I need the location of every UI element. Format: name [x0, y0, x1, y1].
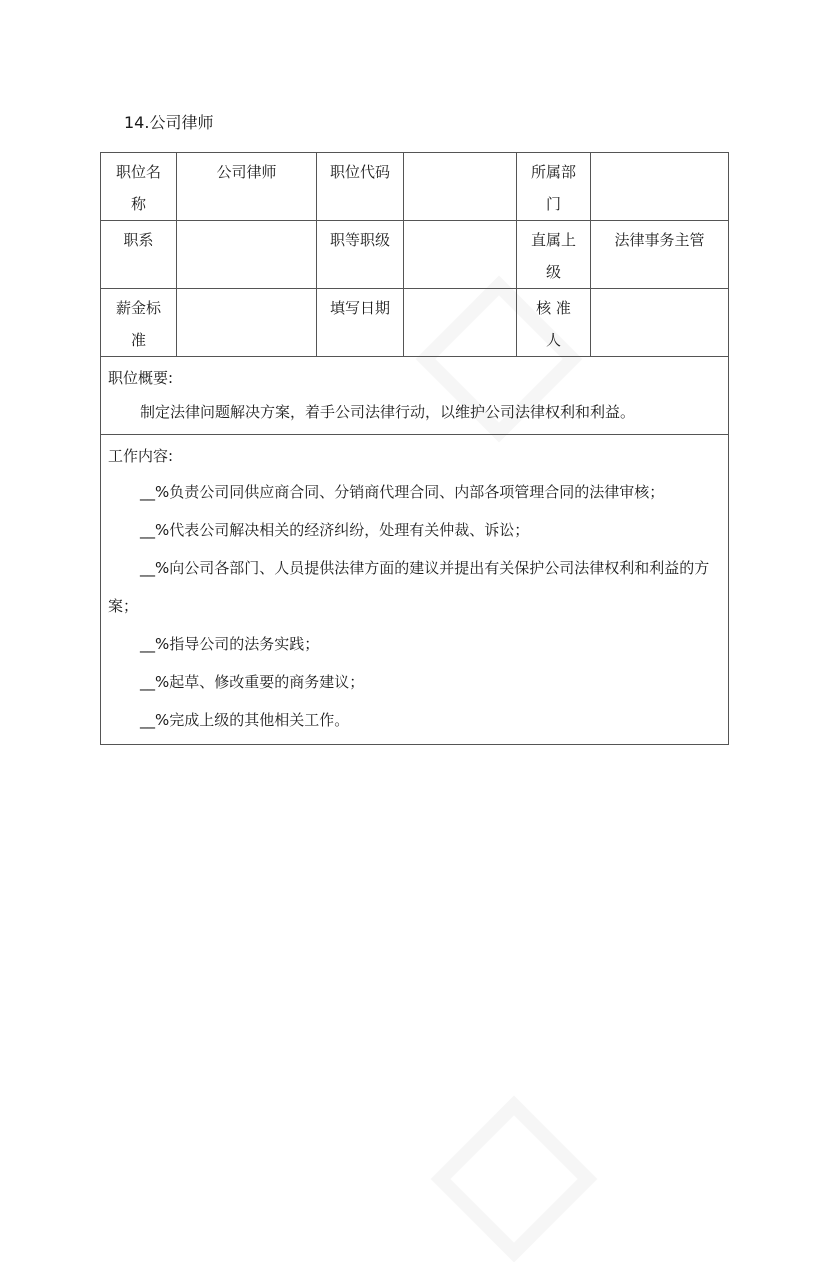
duties-label: 工作内容: [108, 447, 174, 465]
table-row-duties [101, 435, 729, 745]
value-position-name: 公司律师 [216, 163, 277, 181]
table-row-summary [101, 357, 729, 435]
duty-item: __%负责公司同供应商合同、分销商代理合同、内部各项管理合同的法律审核； [140, 483, 665, 501]
duty-item: __%向公司各部门、人员提供法律方面的建议并提出有关保护公司法律权利和利益的方案； [108, 559, 710, 615]
label-position-code: 职位代码 [329, 163, 390, 181]
label-supervisor: 直属上级 [530, 231, 576, 281]
label-series: 职系 [123, 231, 154, 249]
value-position-code [404, 153, 516, 156]
table-row [101, 289, 729, 357]
table-row [101, 221, 729, 289]
value-salary [177, 289, 316, 292]
value-approver [591, 289, 728, 292]
label-grade: 职等职级 [329, 231, 390, 249]
duty-item: __%完成上级的其他相关工作。 [140, 711, 350, 729]
label-department: 所属部门 [530, 163, 576, 213]
summary-text: 制定法律问题解决方案，着手公司法律行动，以维护公司法律权利和利益。 [140, 403, 636, 421]
summary-label: 职位概要: [108, 369, 174, 387]
value-supervisor: 法律事务主管 [614, 231, 705, 249]
value-series [177, 221, 316, 224]
watermark-diamond [431, 1096, 598, 1262]
label-salary: 薪金标准 [115, 299, 161, 349]
value-fill-date [404, 289, 516, 292]
label-approver: 核 准人 [536, 299, 571, 349]
duty-item: __%起草、修改重要的商务建议； [140, 673, 365, 691]
duty-item: __%指导公司的法务实践； [140, 635, 320, 653]
duty-item: __%代表公司解决相关的经济纠纷，处理有关仲裁、诉讼； [140, 521, 530, 539]
label-fill-date: 填写日期 [329, 299, 390, 317]
value-department [591, 153, 728, 156]
page-title: 14.公司律师 [124, 113, 214, 132]
label-position-name: 职位名称 [115, 163, 161, 213]
job-description-table [100, 152, 729, 745]
value-grade [404, 221, 516, 224]
table-row [101, 153, 729, 221]
